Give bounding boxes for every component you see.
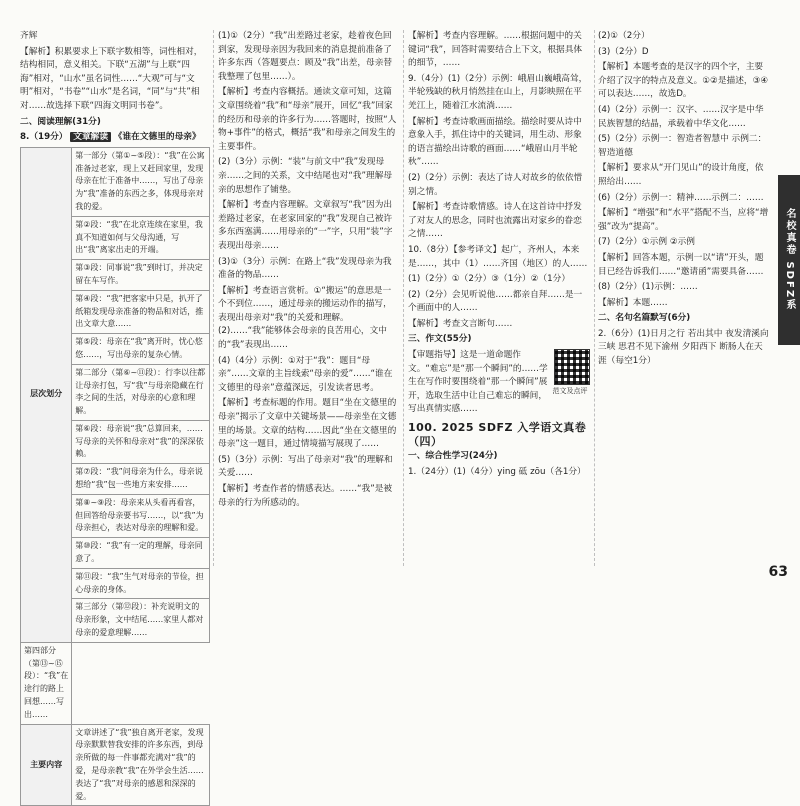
answer-paragraph: (4)（2分）示例一：汉字、……汉字是中华民族智慧的结晶，承载着中华文化…… [598,104,764,129]
answer-paragraph: (7)（2分）①示例 ②示例 [598,237,695,248]
analysis-paragraph: 【解析】考查诗歌画面描绘。描绘时要从诗中意象入手，抓住诗中的关键词，用生动、形象的语言描绘出诗歌的画面……“峨眉山月半轮秋”…… [408,116,582,168]
answer-paragraph: (6)（2分）示例一：精神……示例二：…… [598,192,764,203]
table-cell: 第⑩段：“我”有一定的理解，母亲同意了。 [72,538,210,569]
outline-table [20,147,210,806]
qr-caption: 范文及点评 [552,387,588,396]
table-cell: 文章讲述了“我”独自离开老家，发现母亲默默替我安排的许多东西，到母亲所做的每一件事都充满对“我”的爱，是母亲教“我”在外学会生活……表达了“我”对母亲的感恩和深深的爱。 [72,724,210,806]
analysis-paragraph: 【解析】考查内容理解。文章叙写“我”因为出差路过老家，在老家回家的“我”发现自己被许多东西塞满……用母亲的“一”字，只用“装”字表现出母亲…… [218,200,393,251]
table-row [21,724,210,806]
table-cell: 第⑦段：“我”问母亲为什么，母亲说想给“我”包一些地方来安排…… [72,464,210,495]
answer-paragraph: (1)（2分）①（2分）③（1分）②（1分） [408,274,571,285]
analysis-paragraph: 【解析】考查诗歌情感。诗人在这首诗中抒发了对友人的思念，同时也流露出对家乡的眷恋之情…… [408,202,582,240]
column-1 [20,30,210,806]
answer-paragraph: (2)（2分）会见听说他……都亲自拜……是一个画面中的人…… [408,289,583,314]
exam-title: 100. 2025 SDFZ 入学语文真卷（四） [408,421,587,448]
analysis-paragraph: 【解析】考查文言断句…… [408,318,513,329]
article-analysis-tag: 文章解读 [70,132,111,142]
answer-paragraph: (4)（4分）示例：①对于“我”：题目“母亲”……文章的主旨线索“母亲的爱”……“谁在文德里的母亲”意蕴深远，引发读者思考。 [218,355,393,393]
row-head: 层次划分 [21,147,72,642]
analysis-paragraph: 【解析】考查内容概括。通读文章可知，这篇文章围绕着“我”和“母亲”展开，回忆“我”回家的经历和母亲的许多行为……答题时，按照“人物+事件”的格式，概括“我”和母亲之间发生的主要事件。 [218,87,397,152]
analysis-paragraph: 【解析】考查语言赏析。①“搬运”的意思是一个不到位……，通过母亲的搬运动作的描写，表现出母亲对“我”的关爱和理解。(2)……“我”能够体会母亲的良苦用心，文中的“我”表现出…… [218,285,392,351]
table-cell: 第⑧~⑨段：母亲来从头看再看容，但回答给母亲要书写……，以“我”为母亲担心，表达对母亲的理解和爱。 [72,494,210,537]
article-title: 《谁在文德里的母亲》 [113,132,201,143]
answer-paragraph: 10.（8分）【参考译文】起广，齐州人，本来是……，其中（1）……齐国（地区）的人…… [408,244,588,269]
answer-paragraph: (2)（3分）示例：“装”与前文中“我”发现母亲……之间的关系，文中结尾也对“我”理解母亲的思想作了铺垫。 [218,157,393,195]
table-cell: 第一部分（第①~⑤段）：“我”在公寓准备过老家，现上又赶回家里，发现母亲在忙于准备中……，写出了母亲为“我”准备的东西之多，体现母亲对我的爱。 [72,147,210,216]
answer-paragraph: (5)（2分）示例一：智造者智慧中 示例二：智造道德 [598,134,767,158]
section-heading-reading: 二、阅读理解(31分) [20,116,101,127]
page-number: 63 [768,564,788,580]
answer-paragraph: 2.（6分）(1)日月之行 若出其中 夜发清溪向三峡 思君不见下渝州 夕阳西下 断肠人在天涯（每空1分） [598,328,769,367]
answer-paragraph: 9.（4分）(1)（2分）示例：峨眉山巍峨高耸，半轮残缺的秋月悄然挂在山上，月影映照在平羌江上，随着江水流淌…… [408,73,588,111]
table-cell: 第三部分（第⑫段）：补充说明文的母亲形象，文中结尾……家里人都对母亲的爱意理解…… [72,599,210,642]
section-heading-comprehensive: 一、综合性学习(24分) [408,451,498,462]
answer-paragraph: (5)（3分）示例：写出了母亲对“我”的理解和关爱…… [218,454,393,479]
row-head: 主要内容 [21,724,72,806]
column-divider [594,30,595,566]
table-cell: 第③段：同事说“我”到时订，并决定留在车写作。 [72,260,210,291]
analysis-paragraph: 【解析】考查内容理解。……根据问题中的关键词“我”，回答时需要结合上下文，根据具体的细节，…… [408,31,583,69]
table-cell: 第②段：“我”在北京连续在家里，我真不知道如何与父母沟通，写出“我”离家出走的开端。 [72,216,210,259]
table-cell: 第⑪段：“我”生气对母亲的节俭，担心母亲的身体。 [72,568,210,599]
qr-code-icon [554,349,590,385]
analysis-paragraph: 【解析】考查标题的作用。题目“坐在文德里的母亲”揭示了文章中关键场景——母亲坐在文德里的场景。文章的结构……因此“坐在文德里的母亲”这一题目，通过情境描写展现了…… [218,398,397,450]
column-2 [218,30,398,570]
table-row [21,642,210,724]
table-row [21,147,210,216]
analysis-paragraph: 【解析】回答本题，示例一以“请”开头，题目已经告诉我们……“邀请函”需要具备…… [598,252,764,277]
answer-paragraph: 1.（24分）(1)（4分）ying 砥 zōu（各1分） [408,466,586,477]
answer-paragraph: (3)①（3分）示例：在路上“我”发现母亲为我准备的物品…… [218,256,392,281]
text-lead: 齐辉 [20,31,38,41]
answer-paragraph: (8)（2分）(1)示例：…… [598,282,698,293]
table-cell: 第⑤段：母亲在“我”离开时，忧心悠悠……，写出母亲的复杂心情。 [72,334,210,365]
section-heading-writing: 三、作文(55分) [408,334,472,345]
analysis-paragraph: 【解析】积累要求上下联字数相等，词性相对，结构相同，意义相关。下联“五湖”与上联“四海”相对，“山水”虽名词性……“大观”可与“文明”相对，“书卷”“山水”是名词，“同”与“共”相对……故选择下联“四海文明同书卷”。 [20,46,203,111]
analysis-paragraph: 【解析】考查作者的情感表达。……“我”是被母亲的行为所感动的。 [218,484,393,508]
table-cell: 第④段：“我”把客家中只是，扒开了纸箱发现母亲准备的物品和对话，推出文章大意…… [72,290,210,333]
column-divider [213,30,214,566]
answer-paragraph: (1)①（2分）“我”出差路过老家，趁着夜色回到家，发现母亲因为我回来的消息提前准备了许多东西（答题要点：顾及“我”出差，母亲替我整理了包里……）。 [218,31,393,82]
section-heading-recitation: 二、名句名篇默写(6分) [598,313,691,324]
column-divider [403,30,404,566]
question-8-header: 8.（19分） 文章解读 《谁在文德里的母亲》 [20,132,201,143]
analysis-paragraph: 【解析】要求从“开门见山”的设计角度，依照给出…… [598,163,764,187]
column-3 [408,30,590,570]
table-cell: 第四部分（第⑬~⑮段）：“我”在途行的路上回想……写出…… [21,642,72,724]
table-cell: 第二部分（第⑥~⑪段）：行李以往都让母亲打包，写“我”与母亲隐藏在行李之间的生活，对母亲的心意和理解。 [72,364,210,420]
answer-paragraph: (2)①（2分） [598,31,650,41]
table-cell: 第⑥段：母亲说“我”总算回来，……写母亲的关怀和母亲对“我”的深深依赖。 [72,420,210,463]
column-4 [598,30,770,570]
analysis-paragraph: 【解析】“增强”和“水平”搭配不当，应将“增强”改为“提高”。 [598,208,769,232]
answer-paragraph: (3)（2分）D [598,46,649,57]
analysis-paragraph: 【解析】本题…… [598,297,668,308]
side-tab: 名校真卷 SDFZ系 [778,175,800,345]
answer-paragraph: (2)（2分）示例：表达了诗人对故乡的依依惜别之情。 [408,172,583,197]
analysis-paragraph: 【解析】本题考查的是汉字的四个字，主要介绍了汉字的特点及意义。①②是描述，③④可以表达……，故选D。 [598,62,769,100]
writing-guide: 范文及点评 【审题指导】这是一道命题作文。“难忘”是“那一个瞬间”的……学生在写作时要围绕着“那一个瞬间”展开，选取生活中让自己难忘的瞬间，写出真情实感…… [408,349,590,417]
